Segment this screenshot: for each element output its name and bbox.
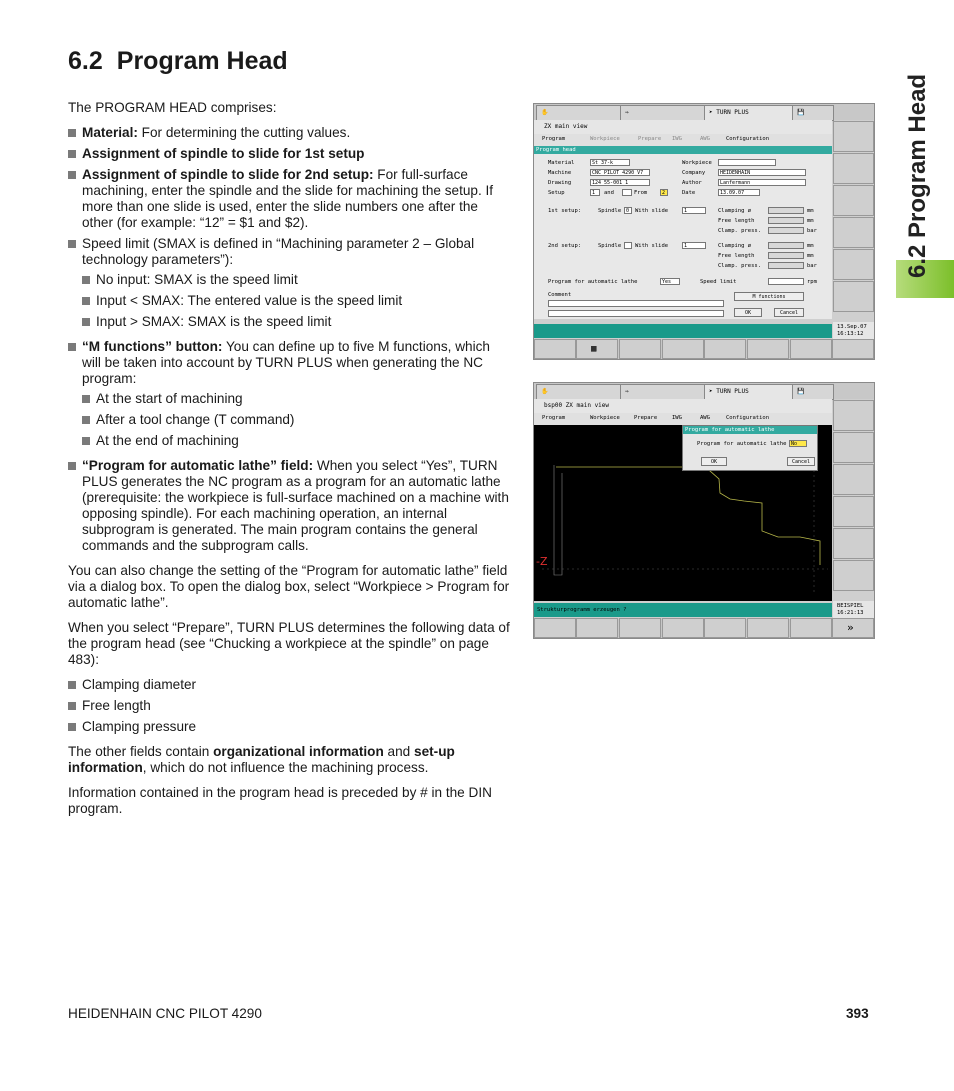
softkey[interactable] <box>833 432 874 463</box>
menu-configuration[interactable]: Configuration <box>726 415 770 421</box>
softkey-row <box>534 618 874 638</box>
softkey-row <box>534 339 874 359</box>
automatic-lathe-screenshot <box>533 382 875 639</box>
double-chevron-right-icon: » <box>847 621 854 634</box>
softkey[interactable] <box>833 496 874 527</box>
menu-iwg[interactable]: IWG <box>672 136 682 142</box>
label-workpiece: Workpiece <box>682 160 712 166</box>
clamping2-field[interactable] <box>768 242 804 249</box>
footer-product: HEIDENHAIN CNC PILOT 4290 <box>68 1006 262 1021</box>
softkey[interactable] <box>704 339 746 359</box>
menu-prepare[interactable]: Prepare <box>638 136 662 142</box>
item-bold: Material: <box>82 125 138 140</box>
section-name: Program Head <box>116 47 288 75</box>
label-clamp-press: Clamp. press. <box>718 263 762 269</box>
view-label: bsp00 ZX main view <box>534 399 832 413</box>
label-company: Company <box>682 170 706 176</box>
menu-awg[interactable]: AWG <box>700 415 710 421</box>
cancel-button[interactable]: Cancel <box>774 308 804 317</box>
body-text <box>68 100 510 826</box>
chapter-side-tab <box>896 50 954 298</box>
from-field[interactable]: 2 <box>660 189 668 196</box>
list-item: Clamping pressure <box>68 719 510 735</box>
program-name: BEISPIEL <box>837 603 864 609</box>
company-field[interactable]: HEIDENHAIN <box>718 169 806 176</box>
softkey[interactable] <box>576 618 618 638</box>
status-bar: Strukturprogramm erzeugen ? <box>534 603 832 617</box>
clamp-press2-field[interactable] <box>768 262 804 269</box>
softkey[interactable] <box>790 339 832 359</box>
arrow-right-icon: ⇒ <box>625 388 629 395</box>
menu-bar <box>534 134 832 146</box>
softkey[interactable] <box>833 281 874 312</box>
machine-field[interactable]: CNC PILOT 4290 V7 <box>590 169 650 176</box>
window-tabs <box>534 104 874 120</box>
calculator-icon: ▦ <box>591 344 597 354</box>
tab-arrow[interactable] <box>620 105 706 121</box>
softkey-column <box>833 121 874 313</box>
hand-icon: ✋ <box>541 109 549 116</box>
ok-button[interactable]: OK <box>734 308 762 317</box>
softkey[interactable] <box>833 121 874 152</box>
m-functions-button[interactable]: M functions <box>734 292 804 301</box>
list-item <box>68 167 510 231</box>
item-text: For determining the cutting values. <box>137 125 351 140</box>
clamping-field[interactable] <box>768 207 804 214</box>
section-number: 6.2 <box>68 47 103 75</box>
softkey[interactable] <box>833 528 874 559</box>
menu-program[interactable]: Program <box>542 136 566 142</box>
item-bold: “Program for automatic lathe” field: <box>82 458 314 473</box>
label-material: Material <box>548 160 575 166</box>
softkey[interactable] <box>833 217 874 248</box>
label-date: Date <box>682 190 696 196</box>
program-head-form <box>534 146 832 319</box>
softkey[interactable] <box>833 560 874 591</box>
drawing-field[interactable]: 124 55-001 1 <box>590 179 650 186</box>
clock-time: 16:21:13 <box>837 610 864 616</box>
dialog-label: Program for automatic lathe <box>697 441 787 447</box>
unit-rpm: rpm <box>807 279 817 285</box>
label-speed-limit: Speed limit <box>700 279 737 285</box>
clock-time: 16:13:12 <box>837 331 864 337</box>
item-bold: “M functions” button: <box>82 339 223 354</box>
clock <box>833 601 874 619</box>
unit-mm: mm <box>807 218 814 224</box>
turn-plus-icon: ➤ <box>709 109 713 116</box>
label-setup1: 1st setup: <box>548 208 582 214</box>
window-tabs <box>534 383 874 399</box>
view-label: ZX main view <box>534 120 832 134</box>
item-text: For full-surface machining, enter the spindle and the slide for machining the setup. If more than one slide is used, enter the slide numbers one after the other (for example: “12” = $1 and $2). <box>82 167 494 230</box>
sublist-item: At the end of machining <box>82 433 510 449</box>
label-setup2: 2nd setup: <box>548 243 582 249</box>
softkey[interactable] <box>619 339 661 359</box>
softkey-column <box>833 400 874 592</box>
auto-lathe-dialog <box>682 425 818 471</box>
list-item <box>68 146 510 162</box>
author-field[interactable]: Lanfermann <box>718 179 806 186</box>
auto-lathe-select[interactable]: No <box>789 440 807 447</box>
slide2-field[interactable]: 1 <box>682 242 706 249</box>
label-from: From <box>634 190 648 196</box>
spindle2-field[interactable] <box>624 242 632 249</box>
unit-bar: bar <box>807 228 817 234</box>
tab-arrow[interactable] <box>620 384 706 400</box>
sublist-item: At the start of machining <box>82 391 510 407</box>
menu-workpiece[interactable]: Workpiece <box>590 415 620 421</box>
softkey[interactable] <box>833 249 874 280</box>
label-with-slide: With slide <box>635 208 669 214</box>
text-bold: set-up information <box>68 744 455 775</box>
item-text: When you select “Yes”, TURN PLUS generates the NC program as a program for an automatic lathe (prerequisite: the workpiece is full-surface machined on a machine with opposing spindle). For each machining operation, an internal subprogram is generated. The main program contains the general commands and the subprogram calls. <box>82 458 509 553</box>
unit-mm: mm <box>807 208 814 214</box>
softkey[interactable] <box>747 339 789 359</box>
list-item <box>68 339 510 449</box>
comment-field-2[interactable] <box>548 310 724 317</box>
save-icon: 💾 <box>797 109 805 116</box>
softkey[interactable] <box>534 618 576 638</box>
menu-bar <box>534 413 832 425</box>
material-field[interactable]: St 37-k <box>590 159 630 166</box>
speed-limit-field[interactable] <box>768 278 804 285</box>
softkey[interactable] <box>833 185 874 216</box>
workpiece-field[interactable] <box>718 159 776 166</box>
label-machine: Machine <box>548 170 572 176</box>
tab-hand[interactable] <box>536 384 622 400</box>
save-icon: 💾 <box>797 388 805 395</box>
page-number: 393 <box>846 1006 869 1021</box>
softkey[interactable] <box>747 618 789 638</box>
turn-plus-icon: ➤ <box>709 388 713 395</box>
softkey[interactable] <box>833 400 874 431</box>
softkey[interactable] <box>832 339 874 359</box>
item-text: Speed limit (SMAX is defined in “Machining parameter 2 – Global technology parameters”): <box>82 236 475 267</box>
text-run: , which do not influence the machining process. <box>142 760 429 775</box>
tab-turn-plus[interactable] <box>704 384 794 400</box>
label-spindle: Spindle <box>598 243 622 249</box>
free-length-field[interactable] <box>768 217 804 224</box>
unit-bar: bar <box>807 263 817 269</box>
tab-turn-plus[interactable] <box>704 105 794 121</box>
dialog-ok-button[interactable]: OK <box>701 457 727 466</box>
tab-save[interactable] <box>792 105 834 121</box>
softkey[interactable] <box>833 464 874 495</box>
item-bold: Assignment of spindle to slide for 1st setup <box>82 146 365 161</box>
softkey[interactable] <box>662 339 704 359</box>
label-clamping: Clamping ø <box>718 208 752 214</box>
label-with-slide: With slide <box>635 243 669 249</box>
list-item: Free length <box>68 698 510 714</box>
menu-configuration[interactable]: Configuration <box>726 136 770 142</box>
clock <box>833 322 874 340</box>
menu-workpiece[interactable]: Workpiece <box>590 136 620 142</box>
softkey[interactable] <box>619 618 661 638</box>
comment-field-1[interactable] <box>548 300 724 307</box>
softkey-more[interactable] <box>832 618 874 638</box>
softkey[interactable] <box>790 618 832 638</box>
label-free-length: Free length <box>718 218 755 224</box>
label-author: Author <box>682 180 702 186</box>
paragraph: You can also change the setting of the “Program for automatic lathe” field via a dialog box. To open the dialog box, select “Workpiece > Program for automatic lathe”. <box>68 563 510 610</box>
softkey[interactable] <box>704 618 746 638</box>
program-head-list <box>68 125 510 554</box>
sublist-item: After a tool change (T command) <box>82 412 510 428</box>
paragraph <box>68 744 510 776</box>
text-run: and <box>383 744 415 759</box>
unit-mm: mm <box>807 243 814 249</box>
section-title <box>68 47 288 76</box>
program-head-screenshot <box>533 103 875 360</box>
label-clamping: Clamping ø <box>718 243 752 249</box>
label-drawing: Drawing <box>548 180 572 186</box>
clock-date: 13.Sep.07 <box>837 324 867 330</box>
label-and: and <box>604 190 614 196</box>
free-length2-field[interactable] <box>768 252 804 259</box>
tab-save[interactable] <box>792 384 834 400</box>
menu-prepare[interactable]: Prepare <box>634 415 658 421</box>
hand-icon: ✋ <box>541 388 549 395</box>
label-clamp-press: Clamp. press. <box>718 228 762 234</box>
softkey[interactable] <box>534 339 576 359</box>
mfunc-sublist <box>82 391 510 449</box>
setup-field[interactable]: 1 <box>590 189 600 196</box>
slide1-field[interactable]: 1 <box>682 207 706 214</box>
list-item: Clamping diameter <box>68 677 510 693</box>
item-bold: Assignment of spindle to slide for 2nd setup: <box>82 167 374 182</box>
label-free-length: Free length <box>718 253 755 259</box>
clamp-press-field[interactable] <box>768 227 804 234</box>
item-text: You can define up to five M functions, which will be taken into account by TURN PLUS when generating the NC program: <box>82 339 490 386</box>
unit-mm: mm <box>807 253 814 259</box>
label-comment: Comment <box>548 292 572 298</box>
text-run: The other fields contain <box>68 744 214 759</box>
text-bold: organizational information <box>213 744 384 759</box>
sublist-item: No input: SMAX is the speed limit <box>82 272 510 288</box>
tab-label: TURN PLUS <box>716 388 749 395</box>
axis-label: -Z <box>536 555 548 568</box>
form-header: Program head <box>534 146 832 154</box>
tab-hand[interactable] <box>536 105 622 121</box>
prepare-list <box>68 677 510 735</box>
date-field[interactable]: 13.09.07 <box>718 189 760 196</box>
softkey-calculator[interactable] <box>576 339 618 359</box>
side-tab-label: 6.2 Program Head <box>904 73 931 278</box>
softkey[interactable] <box>833 153 874 184</box>
spindle1-field[interactable]: 0 <box>624 207 632 214</box>
menu-awg[interactable]: AWG <box>700 136 710 142</box>
menu-program[interactable]: Program <box>542 415 566 421</box>
tab-label: TURN PLUS <box>716 109 749 116</box>
label-auto-lathe: Program for automatic lathe <box>548 279 638 285</box>
arrow-right-icon: ⇒ <box>625 109 629 116</box>
label-spindle: Spindle <box>598 208 622 214</box>
status-bar <box>534 324 832 338</box>
list-item <box>68 236 510 330</box>
paragraph: When you select “Prepare”, TURN PLUS determines the following data of the program head (see “Chucking a workpiece at the spindle” on page 483): <box>68 620 510 667</box>
list-item <box>68 458 510 554</box>
list-item <box>68 125 510 141</box>
label-setup: Setup <box>548 190 565 196</box>
menu-iwg[interactable]: IWG <box>672 415 682 421</box>
dialog-cancel-button[interactable]: Cancel <box>787 457 815 466</box>
speed-sublist <box>82 272 510 330</box>
setup-b-field[interactable] <box>622 189 632 196</box>
intro-paragraph: The PROGRAM HEAD comprises: <box>68 100 277 115</box>
auto-lathe-field[interactable]: Yes <box>660 278 680 285</box>
dialog-title: Program for automatic lathe <box>683 426 817 434</box>
softkey[interactable] <box>662 618 704 638</box>
sublist-item: Input > SMAX: SMAX is the speed limit <box>82 314 510 330</box>
sublist-item: Input < SMAX: The entered value is the speed limit <box>82 293 510 309</box>
paragraph: Information contained in the program head is preceded by # in the DIN program. <box>68 785 492 816</box>
